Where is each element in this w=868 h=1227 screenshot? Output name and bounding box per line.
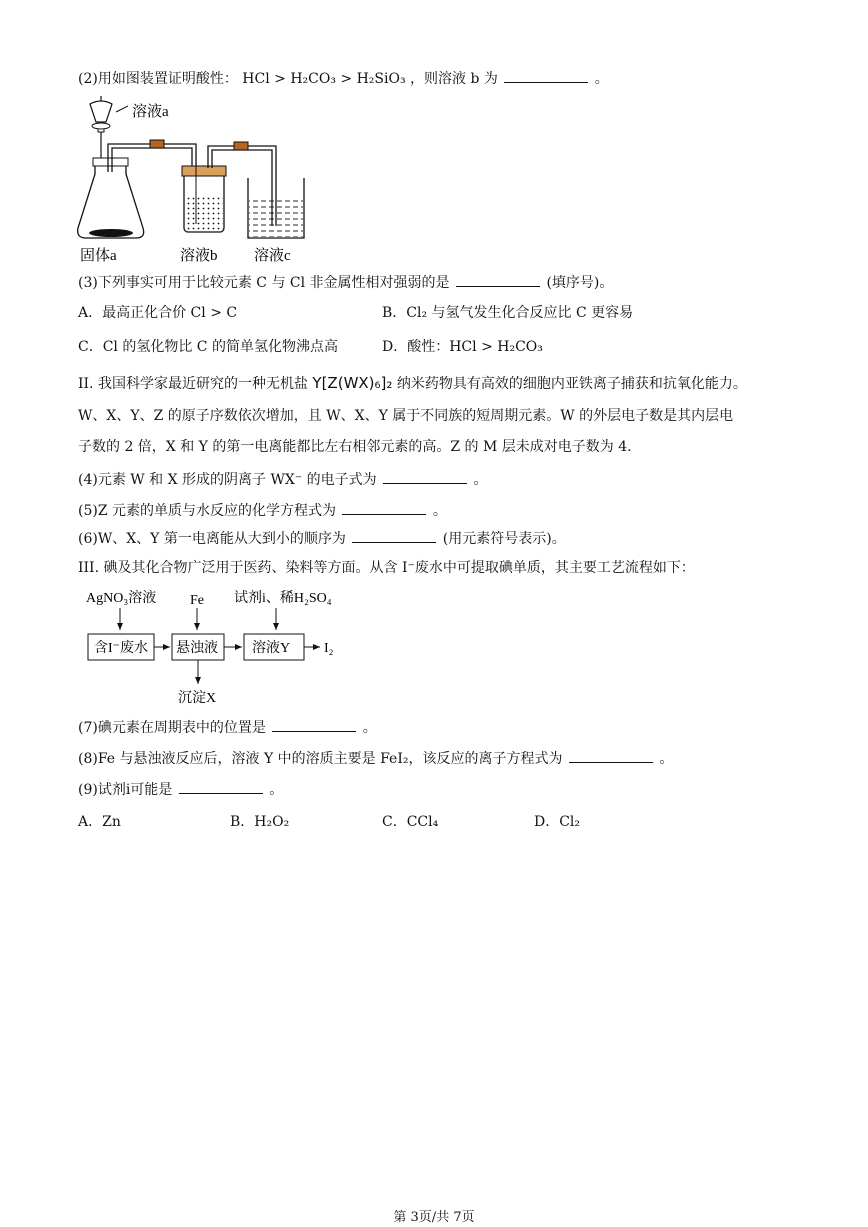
q3-text: (3)下列事实可用于比较元素 C 与 Cl 非金属性相对强弱的是 <box>78 275 450 291</box>
flowchart-diagram <box>80 586 380 706</box>
part2-line3: 子数的 2 倍，X 和 Y 的第一电离能都比左右相邻元素的高。Z 的 M 层未成对电子数为 4. <box>78 439 632 455</box>
q6-text: (6)W、X、Y 第一电离能从大到小的顺序为 <box>78 531 346 547</box>
q5-text: (5)Z 元素的单质与水反应的化学方程式为 <box>78 503 337 519</box>
flow-reagent-i: 试剂i、稀H₂SO₄ <box>234 591 332 606</box>
q9-line <box>78 779 283 800</box>
label-solution-a: 溶液a <box>132 104 169 120</box>
q3-line <box>78 272 613 293</box>
q8-text: (8)Fe 与悬浊液反应后，溶液 Y 中的溶质主要是 FeI₂，该反应的离子方程式为 <box>78 751 563 767</box>
apparatus-diagram <box>76 96 436 266</box>
process-flowchart <box>80 586 380 710</box>
q7-text: (7)碘元素在周期表中的位置是 <box>78 720 266 736</box>
apparatus-figure <box>76 96 436 270</box>
q4-line <box>78 469 488 490</box>
q3-option-b[interactable]: B．Cl₂ 与氢气发生化合反应比 C 更容易 <box>382 305 634 321</box>
flow-box-solution-y: 溶液Y <box>252 641 291 656</box>
q2-line <box>78 68 609 89</box>
q3-option-a[interactable]: A．最高正化合价 Cl > C <box>78 305 238 321</box>
part2-line2: W、X、Y、Z 的原子序数依次增加，且 W、X、Y 属于不同族的短周期元素。W 的外层电子数是其内层电 <box>78 408 734 424</box>
q3-option-c[interactable]: C．Cl 的氢化物比 C 的简单氢化物沸点高 <box>78 339 338 355</box>
flow-reagent-agno3: AgNO₃溶液 <box>86 591 157 606</box>
part2-intro-text: II. 我国科学家最近研究的一种无机盐 <box>78 376 308 392</box>
q7-line <box>78 717 377 738</box>
q2-text: (2)用如图装置证明酸性： <box>78 71 238 87</box>
label-solution-c: 溶液c <box>254 248 291 264</box>
answer-blank-q9[interactable] <box>179 779 263 794</box>
answer-blank-q8[interactable] <box>569 748 653 763</box>
flow-product-i2: I₂ <box>324 641 334 656</box>
q6-end: (用元素符号表示)。 <box>442 531 566 547</box>
q9-option-a[interactable]: A．Zn <box>78 814 121 830</box>
q6-line <box>78 528 566 549</box>
answer-blank-q2[interactable] <box>504 68 588 83</box>
answer-blank-q3[interactable] <box>456 272 540 287</box>
q9-option-c[interactable]: C．CCl₄ <box>382 814 439 830</box>
q2-formula: HCl > H₂CO₃ > H₂SiO₃ <box>242 71 406 87</box>
q9-end: 。 <box>269 782 284 798</box>
part2-intro-after: 纳米药物具有高效的细胞内亚铁离子捕获和抗氧化能力。 <box>396 376 747 392</box>
q4-text: (4)元素 W 和 X 形成的阴离子 WX⁻ 的电子式为 <box>78 472 377 488</box>
page-footer: 第 3页/共 7页 <box>393 1210 475 1225</box>
q8-line <box>78 748 673 769</box>
q5-line <box>78 500 447 521</box>
q4-end: 。 <box>473 472 488 488</box>
q3-option-d[interactable]: D．酸性：HCl > H₂CO₃ <box>382 339 543 355</box>
answer-blank-q5[interactable] <box>342 500 426 515</box>
flow-box-waste: 含I⁻废水 <box>94 641 149 656</box>
q2-end: 。 <box>594 71 609 87</box>
label-solid-a: 固体a <box>80 248 117 264</box>
q8-end: 。 <box>659 751 674 767</box>
part3-intro: III. 碘及其化合物广泛用于医药、染料等方面。从含 I⁻废水中可提取碘单质，其主要工艺流程如下： <box>78 560 695 576</box>
q9-option-b[interactable]: B．H₂O₂ <box>230 814 290 830</box>
flow-reagent-fe: Fe <box>190 593 204 608</box>
label-solution-b: 溶液b <box>180 248 218 264</box>
q9-text: (9)试剂i可能是 <box>78 782 173 798</box>
answer-blank-q7[interactable] <box>272 717 356 732</box>
flow-precipitate-x: 沉淀X <box>178 691 217 706</box>
q9-option-d[interactable]: D．Cl₂ <box>534 814 581 830</box>
answer-blank-q4[interactable] <box>383 469 467 484</box>
flow-box-suspension: 悬浊液 <box>176 641 218 656</box>
q2-text-after: ，则溶液 b 为 <box>410 71 498 87</box>
q5-end: 。 <box>432 503 447 519</box>
q3-after: (填序号)。 <box>546 275 614 291</box>
q7-end: 。 <box>362 720 377 736</box>
part2-intro <box>78 373 747 394</box>
answer-blank-q6[interactable] <box>352 528 436 543</box>
part2-formula: Y[Z(WX)₆]₂ <box>312 374 393 392</box>
